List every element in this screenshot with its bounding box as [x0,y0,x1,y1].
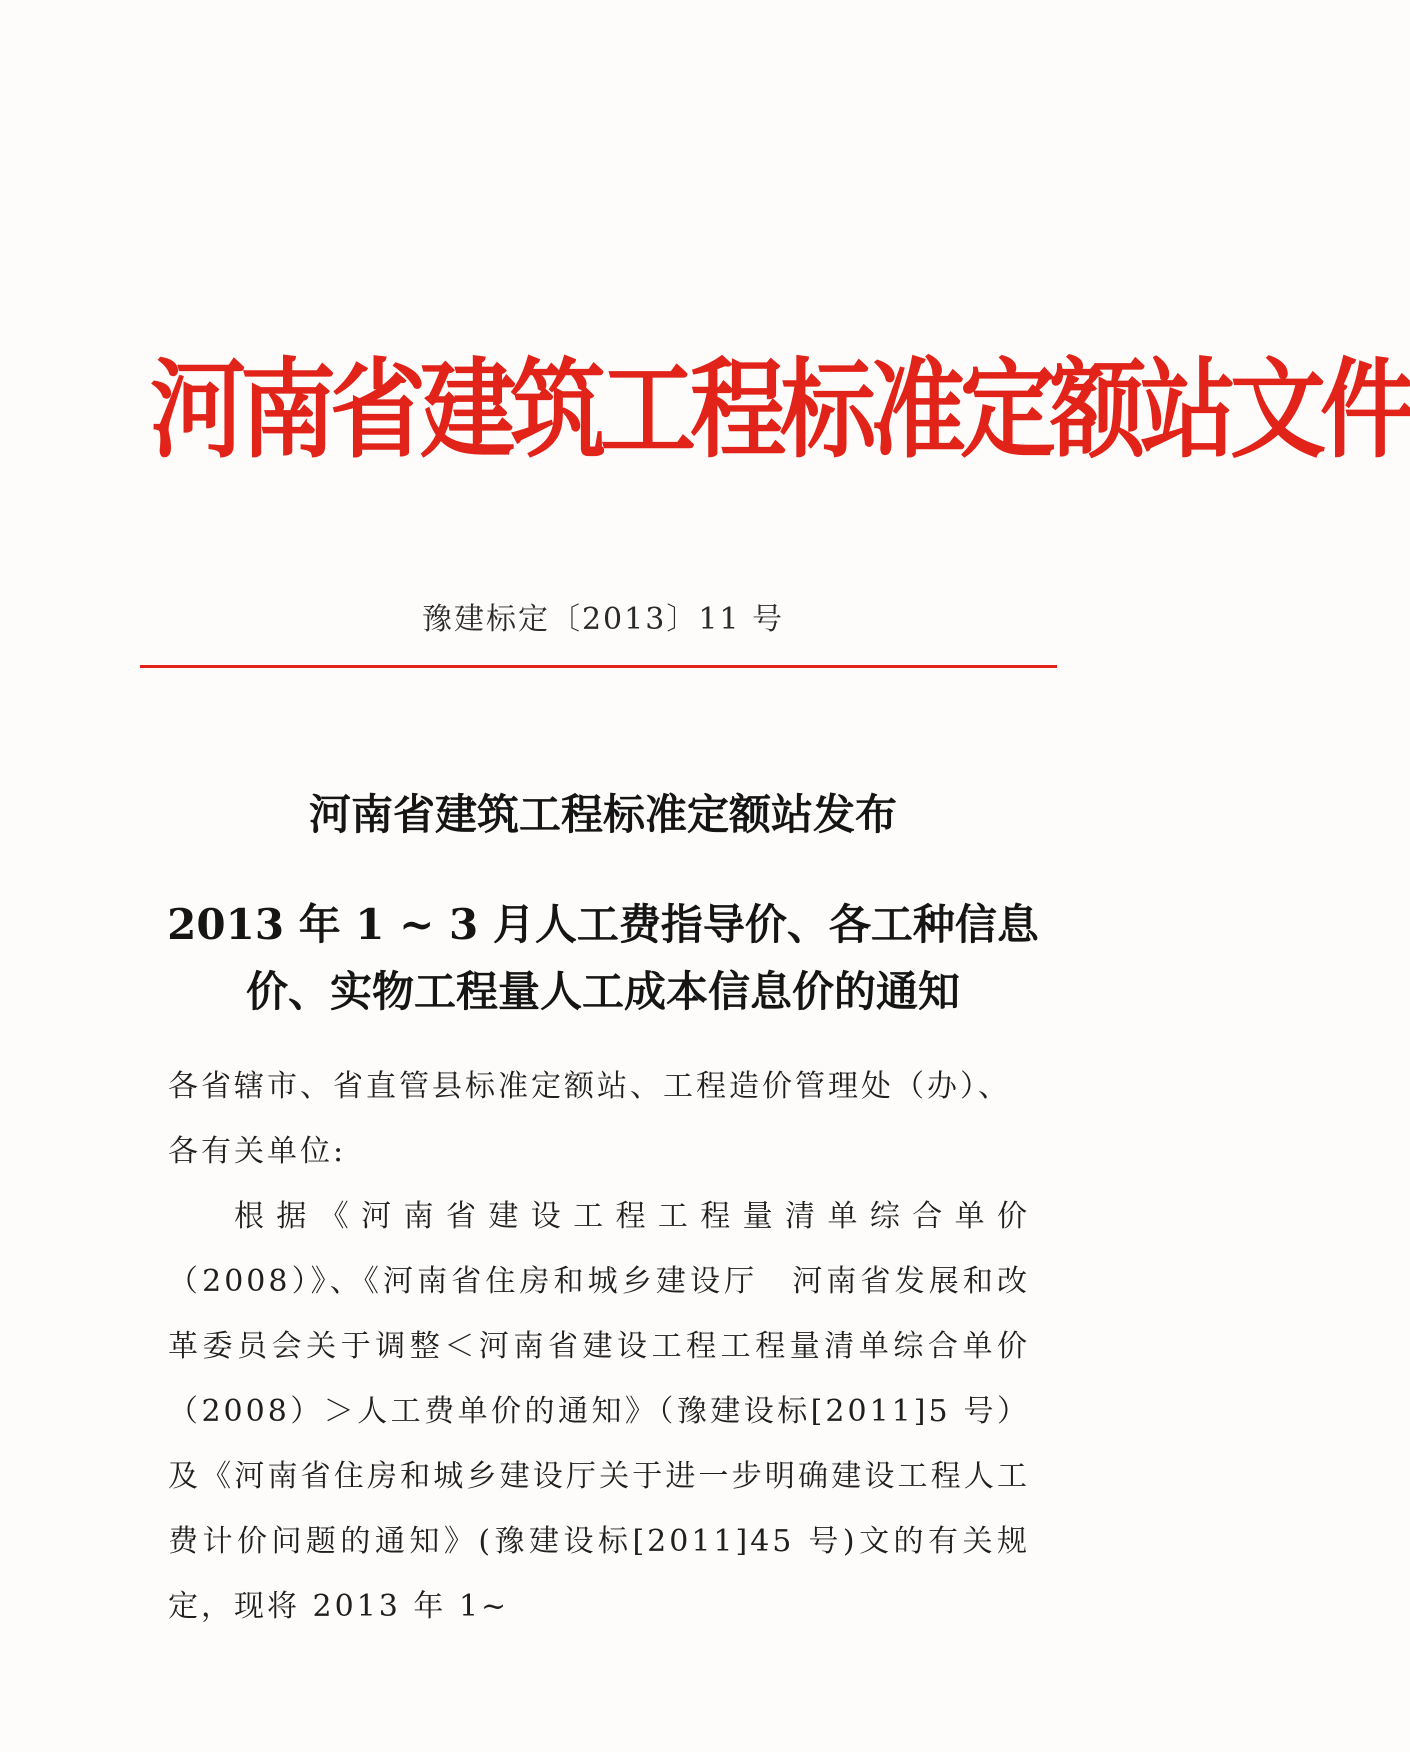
notice-title-line-3: 价、实物工程量人工成本信息价的通知 [245,967,960,1016]
salutation: 各省辖市、省直管县标准定额站、工程造价管理处（办）、各有关单位: [168,1069,1011,1169]
document-number: 豫建标定〔2013〕11 号 [421,602,785,637]
notice-title-line-2: 2013 年 1 ~ 3 月人工费指导价、各工种信息 [167,900,1039,949]
body-paragraph: 根据《河南省建设工程工程量清单综合单价（2008）》、《河南省住房和城乡建设厅 河南省发展和改革委员会关于调整＜河南省建设工程工程量清单综合单价（2008）＞人工费单价的通知》（豫建设标[2011]5 号）及《河南省住房和城乡建设厅关于进一步明确建设工程人工费计价问题的通知》(豫建设标[2011]45 号)文的有关规定，现将 2013 年 1~ [168,1199,1030,1624]
red-divider-rule [140,665,1057,668]
notice-title-line-1: 河南省建筑工程标准定额站发布 [308,790,897,839]
masthead-title: 河南省建筑工程标准定额站文件 [150,347,1410,473]
